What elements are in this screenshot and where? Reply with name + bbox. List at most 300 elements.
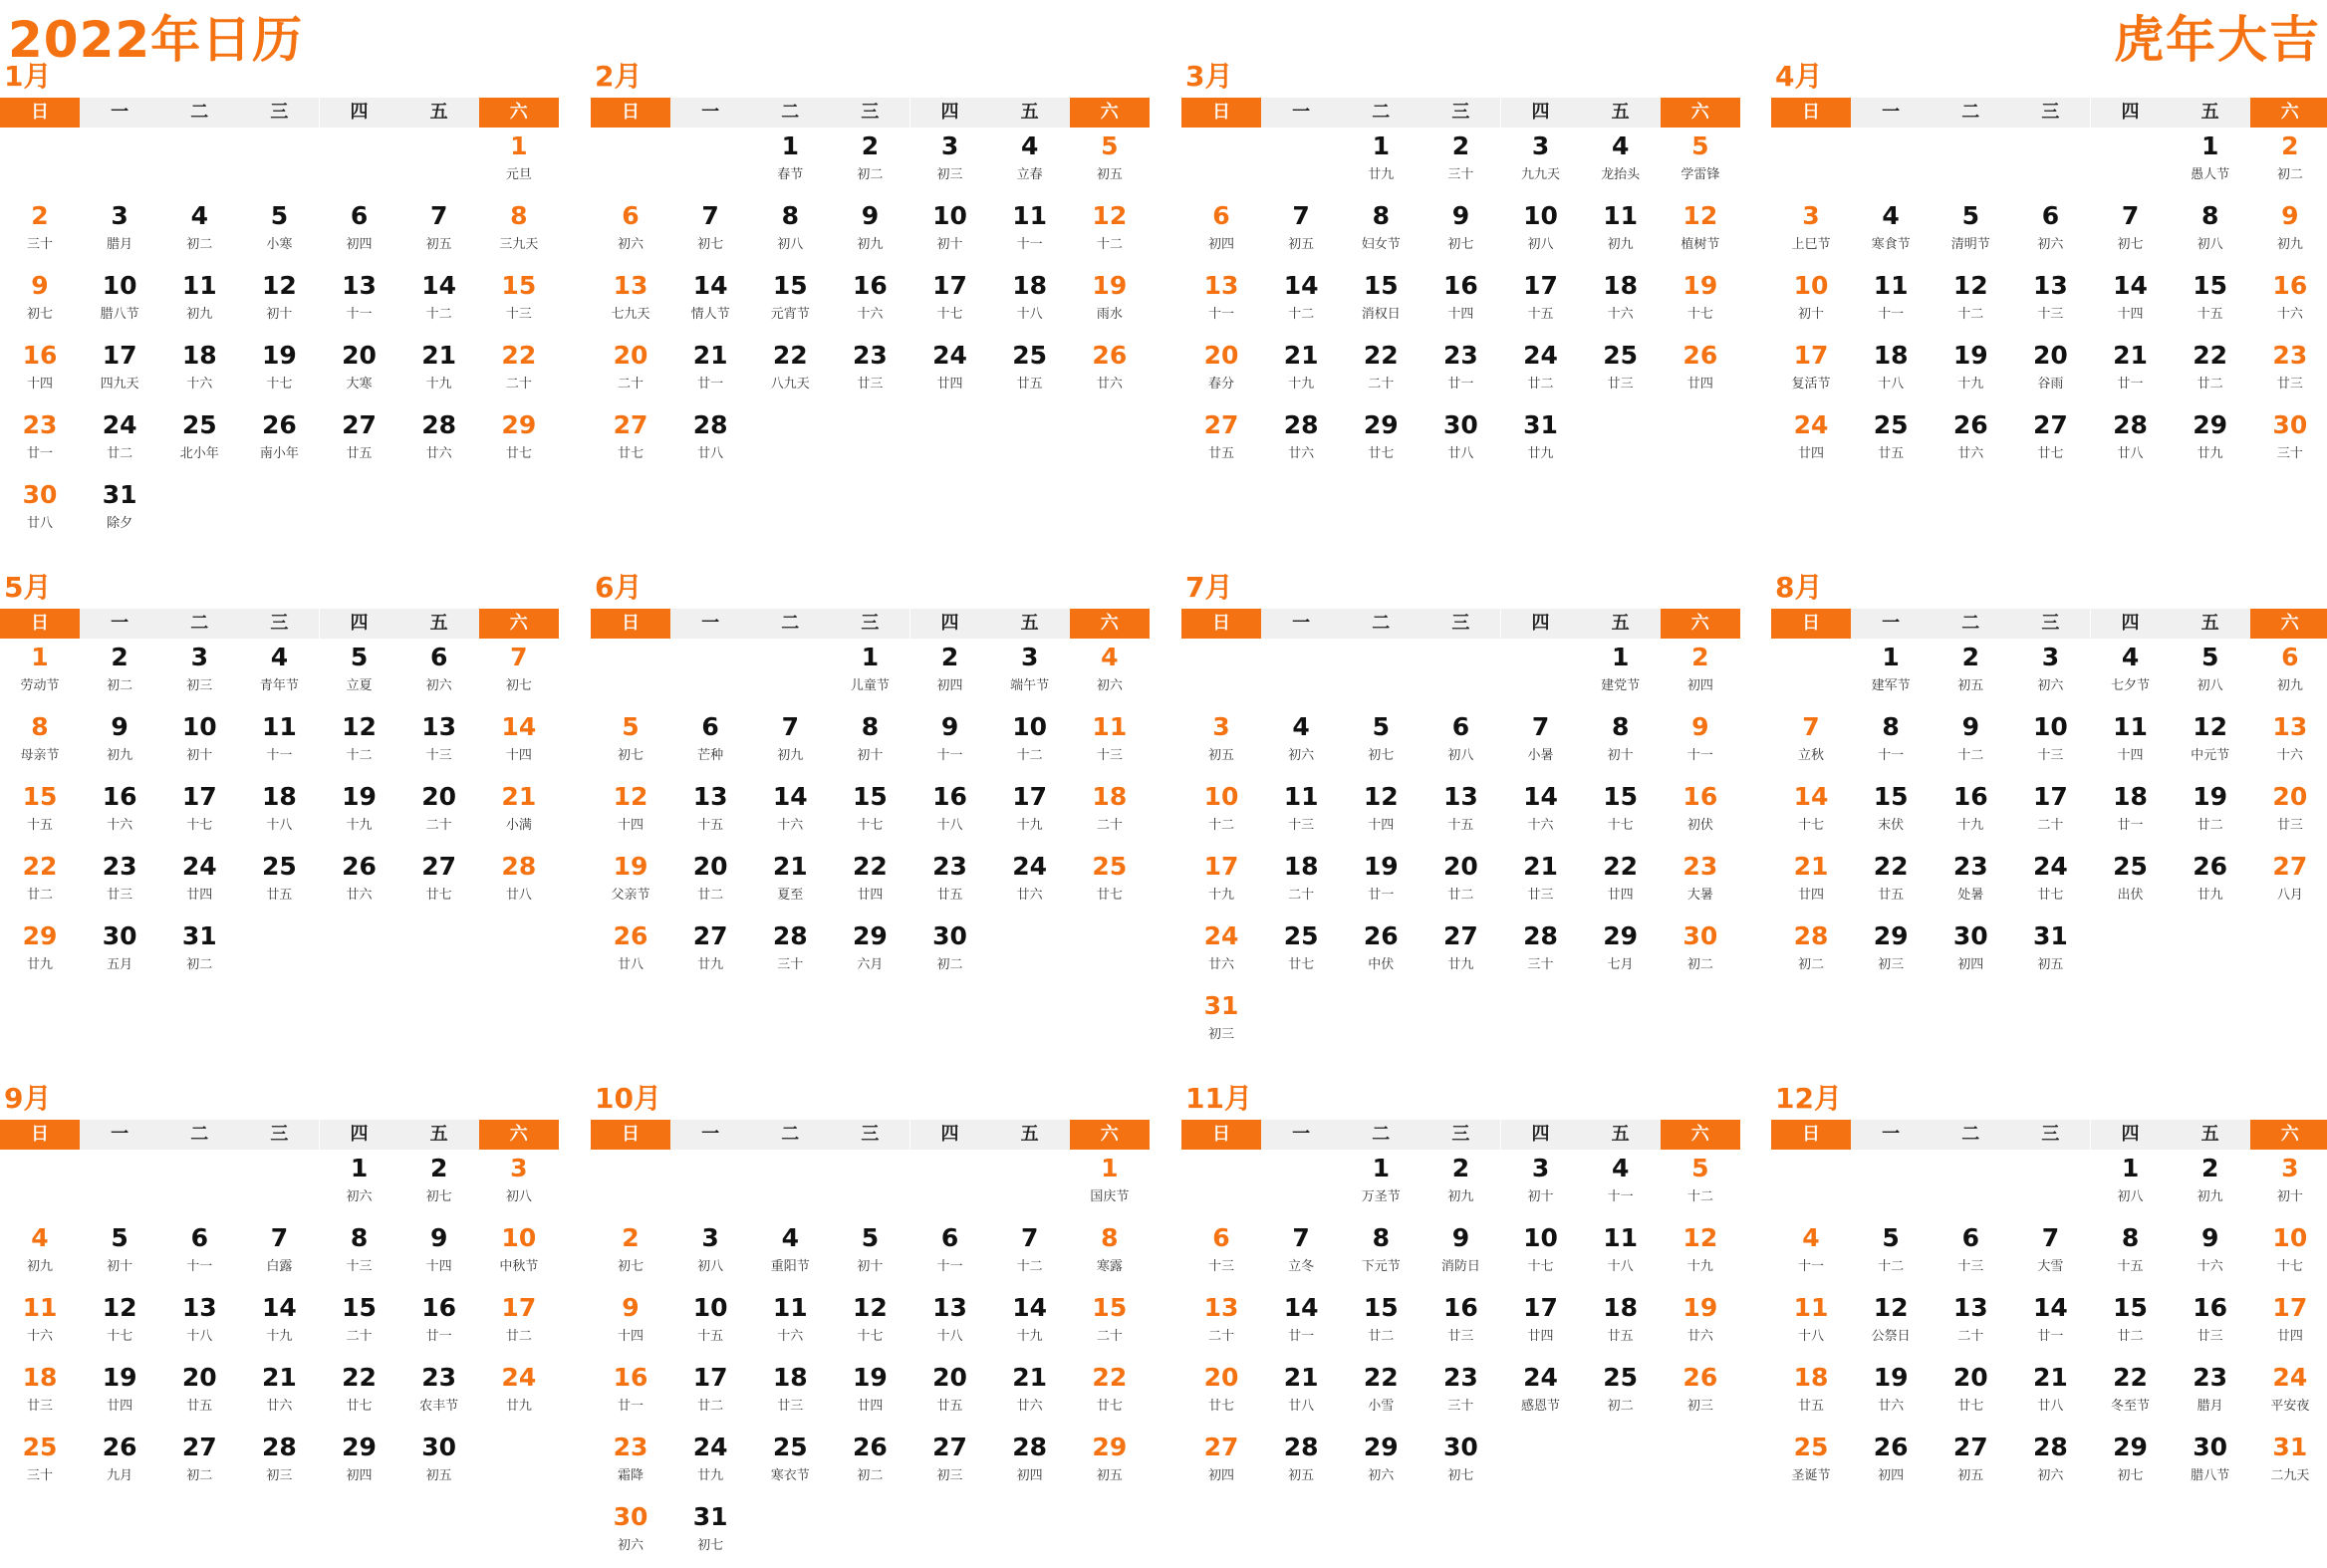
lunar-label: 十二 bbox=[1957, 307, 1984, 322]
day-number: 6 bbox=[2281, 643, 2299, 671]
day-number: 15 bbox=[772, 271, 808, 300]
weekday-label: 四 bbox=[2091, 98, 2171, 128]
day-cell bbox=[80, 476, 159, 546]
lunar-label: 初八 bbox=[777, 237, 804, 252]
day-cell bbox=[479, 337, 559, 406]
day-cell bbox=[479, 197, 559, 267]
weekday-label: 六 bbox=[479, 609, 559, 639]
weekday-label: 一 bbox=[1261, 98, 1341, 128]
day-number: 27 bbox=[342, 410, 377, 439]
lunar-label: 五月 bbox=[107, 957, 133, 972]
day-number: 19 bbox=[262, 341, 297, 370]
weekday-label: 一 bbox=[80, 98, 159, 128]
day-cell bbox=[2010, 639, 2090, 708]
day-number: 3 bbox=[2041, 643, 2060, 671]
day-number: 13 bbox=[932, 1293, 967, 1322]
weekday-label: 五 bbox=[1581, 98, 1661, 128]
day-number: 23 bbox=[102, 852, 137, 881]
day-number: 14 bbox=[421, 271, 457, 300]
lunar-label: 初四 bbox=[1016, 1468, 1043, 1483]
day-number: 5 bbox=[2200, 643, 2219, 671]
lunar-label: 十一 bbox=[1016, 237, 1043, 252]
lunar-label: 二十 bbox=[1207, 1329, 1234, 1344]
day-number: 9 bbox=[1961, 712, 1979, 741]
weekday-label: 五 bbox=[1581, 609, 1661, 639]
lunar-label: 春分 bbox=[1207, 377, 1234, 392]
day-number: 15 bbox=[2193, 271, 2228, 300]
day-number: 15 bbox=[1092, 1293, 1128, 1322]
lunar-label: 廿九 bbox=[505, 1399, 532, 1414]
lunar-label: 廿一 bbox=[425, 1329, 452, 1344]
lunar-label: 初七 bbox=[1447, 1468, 1474, 1483]
day-number: 9 bbox=[2281, 201, 2299, 230]
day-cell bbox=[479, 406, 559, 476]
day-number: 7 bbox=[2121, 201, 2140, 230]
lunar-label: 廿八 bbox=[697, 446, 724, 461]
lunar-label: 十八 bbox=[1607, 1259, 1634, 1274]
day-number: 20 bbox=[692, 852, 728, 881]
day-cell bbox=[750, 1219, 830, 1289]
weekday-label: 五 bbox=[1581, 1120, 1661, 1150]
day-cell bbox=[1851, 197, 1931, 267]
day-cell bbox=[750, 778, 830, 848]
day-number: 21 bbox=[1283, 341, 1319, 370]
lunar-label: 廿七 bbox=[425, 888, 452, 903]
day-number: 14 bbox=[1283, 1293, 1319, 1322]
day-cell bbox=[830, 128, 909, 197]
lunar-label: 廿四 bbox=[936, 377, 963, 392]
day-number: 7 bbox=[1292, 1223, 1310, 1252]
day-number: 8 bbox=[1611, 712, 1630, 741]
weekday-label: 四 bbox=[910, 1120, 990, 1150]
lunar-label: 初十 bbox=[186, 748, 213, 763]
weekday-label: 三 bbox=[239, 98, 319, 128]
lunar-label: 初五 bbox=[2037, 957, 2064, 972]
day-number: 21 bbox=[2113, 341, 2148, 370]
day-cell bbox=[2091, 1219, 2171, 1289]
day-cell bbox=[2010, 1429, 2090, 1498]
lunar-label: 立冬 bbox=[1288, 1259, 1315, 1274]
day-cell bbox=[399, 1429, 479, 1498]
day-number: 2 bbox=[861, 131, 880, 160]
weekday-header bbox=[0, 609, 559, 639]
lunar-label: 廿八 bbox=[2037, 1399, 2064, 1414]
lunar-label: 初九 bbox=[2276, 237, 2303, 252]
lunar-label: 十四 bbox=[1368, 818, 1395, 833]
day-number: 30 bbox=[1952, 921, 1988, 950]
day-cell bbox=[2250, 197, 2327, 267]
day-cell bbox=[830, 1219, 909, 1289]
day-number: 21 bbox=[2033, 1363, 2068, 1392]
lunar-label: 廿九 bbox=[697, 957, 724, 972]
lunar-label: 十二 bbox=[1686, 1189, 1713, 1204]
day-number: 12 bbox=[2193, 712, 2228, 741]
lunar-label: 初九 bbox=[1607, 237, 1634, 252]
day-number: 26 bbox=[2193, 852, 2228, 881]
lunar-label: 廿一 bbox=[1447, 377, 1474, 392]
day-number: 8 bbox=[2121, 1223, 2140, 1252]
day-cell bbox=[479, 708, 559, 778]
day-number: 17 bbox=[501, 1293, 537, 1322]
lunar-label: 廿六 bbox=[346, 888, 373, 903]
day-cell bbox=[1421, 337, 1500, 406]
lunar-label: 廿七 bbox=[1096, 888, 1123, 903]
day-number: 22 bbox=[1873, 852, 1909, 881]
weekday-header bbox=[0, 1120, 559, 1150]
day-cell bbox=[399, 708, 479, 778]
day-cell bbox=[670, 267, 750, 337]
day-cell bbox=[591, 917, 670, 987]
lunar-label: 廿五 bbox=[1878, 888, 1905, 903]
day-number: 15 bbox=[342, 1293, 377, 1322]
lunar-label: 廿一 bbox=[1288, 1329, 1315, 1344]
day-number: 18 bbox=[2113, 782, 2148, 811]
day-cell bbox=[1851, 1219, 1931, 1289]
day-number: 2 bbox=[940, 643, 959, 671]
day-cell bbox=[1181, 778, 1261, 848]
day-number: 14 bbox=[1012, 1293, 1048, 1322]
day-number: 10 bbox=[102, 271, 137, 300]
lunar-label: 二十 bbox=[1096, 818, 1123, 833]
day-number: 2 bbox=[1961, 643, 1979, 671]
day-cell bbox=[1501, 406, 1581, 476]
lunar-label: 寒露 bbox=[1096, 1259, 1123, 1274]
day-number: 12 bbox=[1092, 201, 1128, 230]
lunar-label: 雨水 bbox=[1096, 307, 1123, 322]
lunar-label: 七夕节 bbox=[2111, 678, 2151, 693]
day-cell bbox=[1501, 708, 1581, 778]
day-number: 22 bbox=[772, 341, 808, 370]
day-number: 20 bbox=[342, 341, 377, 370]
day-number: 1 bbox=[1611, 643, 1630, 671]
lunar-label: 廿四 bbox=[1527, 1329, 1554, 1344]
day-cell bbox=[320, 337, 399, 406]
day-number: 24 bbox=[501, 1363, 537, 1392]
weekday-label: 五 bbox=[990, 609, 1070, 639]
lunar-label: 寒衣节 bbox=[770, 1468, 810, 1483]
lunar-label: 十六 bbox=[2197, 1259, 2223, 1274]
day-cell bbox=[1931, 778, 2010, 848]
lunar-label: 廿七 bbox=[346, 1399, 373, 1414]
lunar-label: 初十 bbox=[1797, 307, 1824, 322]
day-cell bbox=[990, 708, 1070, 778]
lunar-label: 廿七 bbox=[1957, 1399, 1984, 1414]
lunar-label: 十五 bbox=[2197, 307, 2223, 322]
day-cell bbox=[1261, 1219, 1341, 1289]
day-number: 1 bbox=[1882, 643, 1900, 671]
lunar-label: 廿九 bbox=[1447, 957, 1474, 972]
day-cell bbox=[239, 197, 319, 267]
lunar-label: 二十 bbox=[1368, 377, 1395, 392]
lunar-label: 腊月 bbox=[2197, 1399, 2223, 1414]
lunar-label: 二十 bbox=[2037, 818, 2064, 833]
day-number: 16 bbox=[2193, 1293, 2228, 1322]
day-number: 13 bbox=[1203, 1293, 1239, 1322]
lunar-label: 廿五 bbox=[936, 1399, 963, 1414]
day-number: 1 bbox=[1372, 131, 1390, 160]
day-cell bbox=[1661, 1289, 1740, 1359]
lunar-label: 十四 bbox=[425, 1259, 452, 1274]
day-cell bbox=[1661, 917, 1740, 987]
day-cell bbox=[0, 1219, 80, 1289]
lunar-label: 初七 bbox=[26, 307, 53, 322]
lunar-label: 廿八 bbox=[617, 957, 644, 972]
lunar-label: 初七 bbox=[2117, 1468, 2144, 1483]
day-cell bbox=[1661, 128, 1740, 197]
weekday-label: 三 bbox=[830, 98, 909, 128]
day-number: 12 bbox=[1682, 1223, 1718, 1252]
day-cell bbox=[1661, 1219, 1740, 1289]
lunar-label: 初六 bbox=[2037, 237, 2064, 252]
day-number: 20 bbox=[932, 1363, 967, 1392]
day-cell bbox=[399, 267, 479, 337]
day-number: 17 bbox=[932, 271, 967, 300]
day-cell bbox=[1070, 639, 1150, 708]
day-cell bbox=[591, 337, 670, 406]
day-cell bbox=[479, 1359, 559, 1429]
day-cell bbox=[670, 848, 750, 917]
day-cell bbox=[80, 406, 159, 476]
day-number: 18 bbox=[1603, 1293, 1639, 1322]
day-cell bbox=[2171, 1150, 2250, 1219]
day-cell bbox=[990, 848, 1070, 917]
day-cell bbox=[670, 406, 750, 476]
day-number: 26 bbox=[1092, 341, 1128, 370]
lunar-label: 廿六 bbox=[1016, 888, 1043, 903]
day-number: 1 bbox=[1372, 1154, 1390, 1182]
lunar-label: 初九 bbox=[857, 237, 884, 252]
day-number: 23 bbox=[853, 341, 888, 370]
day-number: 4 bbox=[1101, 643, 1119, 671]
day-cell bbox=[1501, 1359, 1581, 1429]
day-number: 6 bbox=[701, 712, 719, 741]
lunar-label: 大寒 bbox=[346, 377, 373, 392]
day-number: 25 bbox=[22, 1433, 58, 1461]
lunar-label: 十五 bbox=[1447, 818, 1474, 833]
day-number: 5 bbox=[111, 1223, 129, 1252]
weekday-label: 一 bbox=[80, 1120, 159, 1150]
lunar-label: 廿六 bbox=[1686, 1329, 1713, 1344]
day-number: 2 bbox=[2281, 131, 2299, 160]
day-number: 21 bbox=[1283, 1363, 1319, 1392]
lunar-label: 廿二 bbox=[2117, 1329, 2144, 1344]
lunar-label: 十六 bbox=[1607, 307, 1634, 322]
weekday-label: 三 bbox=[2010, 609, 2090, 639]
weekday-header bbox=[591, 609, 1150, 639]
day-number: 15 bbox=[501, 271, 537, 300]
weekday-label: 四 bbox=[320, 609, 399, 639]
lunar-label: 廿六 bbox=[1016, 1399, 1043, 1414]
lunar-label: 重阳节 bbox=[770, 1259, 810, 1274]
day-cell bbox=[830, 917, 909, 987]
lunar-label: 初十 bbox=[266, 307, 293, 322]
lunar-label: 十三 bbox=[1288, 818, 1315, 833]
day-cell bbox=[1181, 917, 1261, 987]
day-cell bbox=[2091, 197, 2171, 267]
day-cell bbox=[399, 337, 479, 406]
day-cell bbox=[830, 1429, 909, 1498]
lunar-label: 六月 bbox=[857, 957, 884, 972]
lunar-label: 十九 bbox=[1016, 1329, 1043, 1344]
lunar-label: 小满 bbox=[505, 818, 532, 833]
lunar-label: 十一 bbox=[1797, 1259, 1824, 1274]
lunar-label: 初七 bbox=[697, 1538, 724, 1553]
lunar-label: 廿六 bbox=[1878, 1399, 1905, 1414]
day-number: 31 bbox=[2272, 1433, 2308, 1461]
day-number: 1 bbox=[861, 643, 880, 671]
day-cell bbox=[2250, 1219, 2327, 1289]
day-cell bbox=[670, 1219, 750, 1289]
day-cell bbox=[320, 1150, 399, 1219]
weekday-label: 二 bbox=[159, 98, 239, 128]
day-number: 21 bbox=[692, 341, 728, 370]
day-number: 23 bbox=[2193, 1363, 2228, 1392]
day-cell bbox=[1931, 1289, 2010, 1359]
lunar-label: 初三 bbox=[936, 167, 963, 182]
day-cell bbox=[239, 1289, 319, 1359]
day-cell bbox=[1341, 708, 1421, 778]
day-number: 24 bbox=[932, 341, 967, 370]
lunar-label: 十九 bbox=[1957, 818, 1984, 833]
lunar-label: 建党节 bbox=[1601, 678, 1641, 693]
day-cell bbox=[1851, 267, 1931, 337]
day-number: 3 bbox=[2281, 1154, 2299, 1182]
day-number: 22 bbox=[2193, 341, 2228, 370]
day-number: 9 bbox=[1451, 201, 1470, 230]
day-cell bbox=[750, 128, 830, 197]
lunar-label: 二十 bbox=[425, 818, 452, 833]
day-cell bbox=[479, 848, 559, 917]
day-number: 24 bbox=[1523, 1363, 1558, 1392]
lunar-label: 初五 bbox=[1096, 167, 1123, 182]
lunar-label: 十一 bbox=[1878, 307, 1905, 322]
day-cell bbox=[0, 917, 80, 987]
day-number: 22 bbox=[853, 852, 888, 881]
day-number: 7 bbox=[781, 712, 799, 741]
day-number: 19 bbox=[102, 1363, 137, 1392]
day-number: 4 bbox=[31, 1223, 49, 1252]
lunar-label: 农丰节 bbox=[419, 1399, 459, 1414]
day-number: 18 bbox=[1873, 341, 1909, 370]
lunar-label: 十七 bbox=[186, 818, 213, 833]
day-cell bbox=[1661, 778, 1740, 848]
day-number: 10 bbox=[1793, 271, 1829, 300]
day-number: 27 bbox=[692, 921, 728, 950]
day-number: 4 bbox=[270, 643, 289, 671]
weekday-label: 五 bbox=[2171, 98, 2250, 128]
lunar-label: 十二 bbox=[1288, 307, 1315, 322]
lunar-label: 夏至 bbox=[777, 888, 804, 903]
day-cell bbox=[2171, 406, 2250, 476]
lunar-label: 大暑 bbox=[1686, 888, 1713, 903]
lunar-label: 十三 bbox=[2037, 307, 2064, 322]
weekday-label: 一 bbox=[80, 609, 159, 639]
day-number: 7 bbox=[701, 201, 719, 230]
lunar-label: 十三 bbox=[425, 748, 452, 763]
day-cell bbox=[1851, 1289, 1931, 1359]
day-number: 19 bbox=[2193, 782, 2228, 811]
lunar-label: 初五 bbox=[1096, 1468, 1123, 1483]
day-cell bbox=[990, 778, 1070, 848]
day-cell bbox=[2171, 848, 2250, 917]
day-cell bbox=[1421, 1150, 1500, 1219]
day-number: 22 bbox=[1363, 341, 1399, 370]
day-cell bbox=[239, 1359, 319, 1429]
day-cell bbox=[910, 708, 990, 778]
day-number: 8 bbox=[31, 712, 49, 741]
day-number: 4 bbox=[2121, 643, 2140, 671]
day-number: 29 bbox=[1363, 1433, 1399, 1461]
day-number: 18 bbox=[1283, 852, 1319, 881]
lunar-label: 廿三 bbox=[2276, 377, 2303, 392]
lunar-label: 初六 bbox=[2037, 1468, 2064, 1483]
day-number: 2 bbox=[429, 1154, 448, 1182]
day-cell bbox=[750, 708, 830, 778]
weekday-label: 一 bbox=[670, 609, 750, 639]
day-number: 2 bbox=[1451, 1154, 1470, 1182]
day-number: 8 bbox=[781, 201, 799, 230]
day-cell bbox=[1931, 1359, 2010, 1429]
lunar-label: 十六 bbox=[2276, 748, 2303, 763]
day-number: 30 bbox=[1682, 921, 1718, 950]
lunar-label: 初九 bbox=[1447, 1189, 1474, 1204]
day-number: 2 bbox=[111, 643, 129, 671]
day-cell bbox=[750, 197, 830, 267]
day-number: 25 bbox=[1793, 1433, 1829, 1461]
lunar-label: 初四 bbox=[936, 678, 963, 693]
day-number: 9 bbox=[940, 712, 959, 741]
lunar-label: 十七 bbox=[936, 307, 963, 322]
day-cell bbox=[1261, 267, 1341, 337]
day-cell bbox=[910, 267, 990, 337]
lunar-label: 初六 bbox=[617, 237, 644, 252]
day-number: 7 bbox=[429, 201, 448, 230]
weekday-label: 六 bbox=[479, 98, 559, 128]
lunar-label: 廿七 bbox=[617, 446, 644, 461]
day-number: 24 bbox=[181, 852, 217, 881]
day-number: 28 bbox=[1283, 1433, 1319, 1461]
day-cell bbox=[239, 267, 319, 337]
day-cell bbox=[2171, 267, 2250, 337]
lunar-label: 十一 bbox=[1207, 307, 1234, 322]
lunar-label: 初六 bbox=[1288, 748, 1315, 763]
day-number: 27 bbox=[1203, 1433, 1239, 1461]
day-number: 31 bbox=[181, 921, 217, 950]
day-cell bbox=[2171, 128, 2250, 197]
lunar-label: 廿七 bbox=[505, 446, 532, 461]
day-number: 17 bbox=[2272, 1293, 2308, 1322]
lunar-label: 初十 bbox=[1607, 748, 1634, 763]
day-number: 16 bbox=[1952, 782, 1988, 811]
day-number: 26 bbox=[613, 921, 648, 950]
day-cell bbox=[1421, 778, 1500, 848]
day-number: 20 bbox=[2272, 782, 2308, 811]
day-number: 3 bbox=[111, 201, 129, 230]
day-cell bbox=[1501, 197, 1581, 267]
lunar-label: 廿二 bbox=[1447, 888, 1474, 903]
day-number: 30 bbox=[421, 1433, 457, 1461]
day-cell bbox=[1070, 337, 1150, 406]
day-number: 15 bbox=[1363, 271, 1399, 300]
day-number: 21 bbox=[1793, 852, 1829, 881]
day-number: 28 bbox=[2113, 410, 2148, 439]
lunar-label: 初二 bbox=[107, 678, 133, 693]
lunar-label: 十二 bbox=[1207, 818, 1234, 833]
day-number: 19 bbox=[1363, 852, 1399, 881]
day-cell bbox=[1501, 267, 1581, 337]
lunar-label: 三十 bbox=[2276, 446, 2303, 461]
lunar-label: 初三 bbox=[186, 678, 213, 693]
